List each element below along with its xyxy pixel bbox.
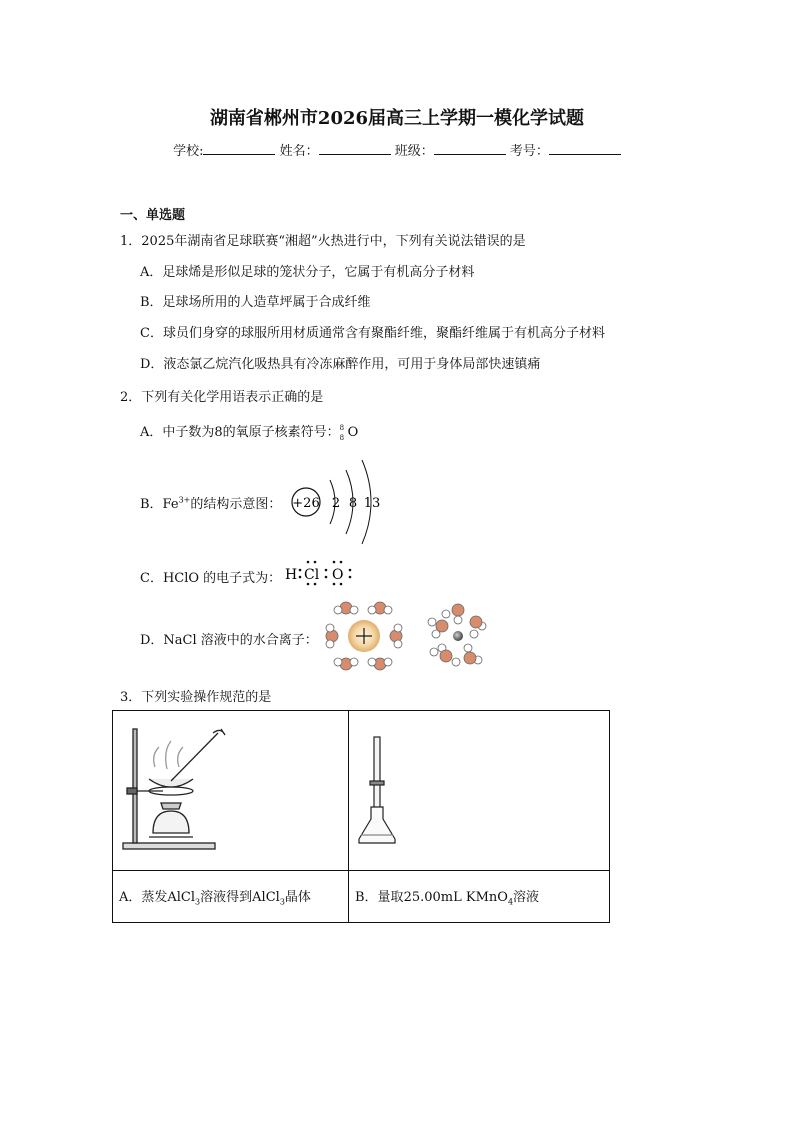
question-2-option-c: C．HClO 的电子式为： [140,571,282,586]
class-label: 班级： [394,144,434,159]
chloride-ion [453,631,463,641]
number-label: 考号： [509,144,549,159]
vapor-lines [154,741,183,769]
name-blank [319,142,391,155]
volume-formula: 25.00mL KMnO [403,890,508,906]
subscript-4: 4 [507,897,514,907]
question-2-option-a [140,421,358,440]
stand-base [123,843,215,849]
option-a-end: 晶体 [284,890,311,906]
school-blank [203,142,275,155]
cell-a-caption [113,871,349,923]
hclo-electron-formula [282,558,358,588]
fe-ion-structure-diagram [286,452,386,552]
conical-flask [359,807,395,843]
titration-apparatus-image [349,711,609,866]
page-title: 湖南省郴州市2026届高三上学期一模化学试题 [209,108,585,129]
clamp-boss [127,788,137,794]
element-symbol: O [347,425,359,440]
formula-alcl3-a: AlCl [167,890,196,906]
atom-o: O [332,567,344,583]
flame [161,803,181,809]
subscript-3-b: 3 [279,897,285,907]
question-1-option-a: A．足球烯是形似足球的笼状分子，它属于有机高分子材料 [140,265,475,280]
formula-alcl3-b: AlCl [252,890,280,906]
question-2-option-b [140,493,281,512]
option-b-lead: B．量取 [355,890,404,906]
cell-b-image [349,711,610,871]
section-heading: 一、单选题 [120,208,186,223]
shell-electrons-2: 8 [348,496,358,511]
nuclide-prefix [339,423,348,442]
option-a-lead: A．蒸发 [119,890,168,906]
atom-h: H [285,567,298,583]
question-2-option-d: D．NaCl 溶液中的水合离子： [140,633,318,648]
question-3-stem: 3．下列实验操作规范的是 [120,690,272,705]
option-b-end: 溶液 [513,890,540,906]
student-info-line [0,140,794,159]
experiment-table [112,710,610,923]
nucleus-charge: +26 [292,496,320,511]
shell-electrons-3: 13 [363,496,381,511]
option-a-mid: 溶液得到 [200,890,253,906]
atom-cl: Cl [304,567,320,583]
name-label: 姓名： [279,144,319,159]
question-1-stem: 1．2025年湖南省足球联赛“湘超”火热进行中，下列有关说法错误的是 [120,234,526,249]
hydrated-ions-diagram [318,598,494,678]
number-blank [549,142,621,155]
burette-tube [374,737,380,813]
option-a-text: A．中子数为8的氧原子核素符号： [140,425,340,440]
alcohol-lamp [153,811,189,833]
burette-stopcock [370,781,384,785]
class-blank [434,142,506,155]
question-1-option-d: D．液态氯乙烷汽化吸热具有冷冻麻醉作用，可用于身体局部快速镇痛 [140,357,541,372]
atomic-number: 8 [339,433,345,442]
school-label: 学校: [173,144,204,159]
mass-number: 8 [339,423,345,432]
ion-charge: 3+ [178,495,191,505]
option-b-text: 的结构示意图： [190,497,282,512]
shell-electrons-1: 2 [331,496,341,511]
subscript-3-a: 3 [195,897,201,907]
stirring-arrow [213,729,225,735]
stand-rod [133,729,137,843]
cell-b-caption [349,871,610,923]
evaporation-apparatus-image [113,711,348,866]
question-2-stem: 2．下列有关化学用语表示正确的是 [120,390,324,405]
option-b-label: B．Fe [140,497,179,512]
cell-a-image [113,711,349,871]
question-1-option-b: B．足球场所用的人造草坪属于合成纤维 [140,295,371,310]
question-1-option-c: C．球员们身穿的球服所用材质通常含有聚酯纤维，聚酯纤维属于有机高分子材料 [140,326,605,341]
